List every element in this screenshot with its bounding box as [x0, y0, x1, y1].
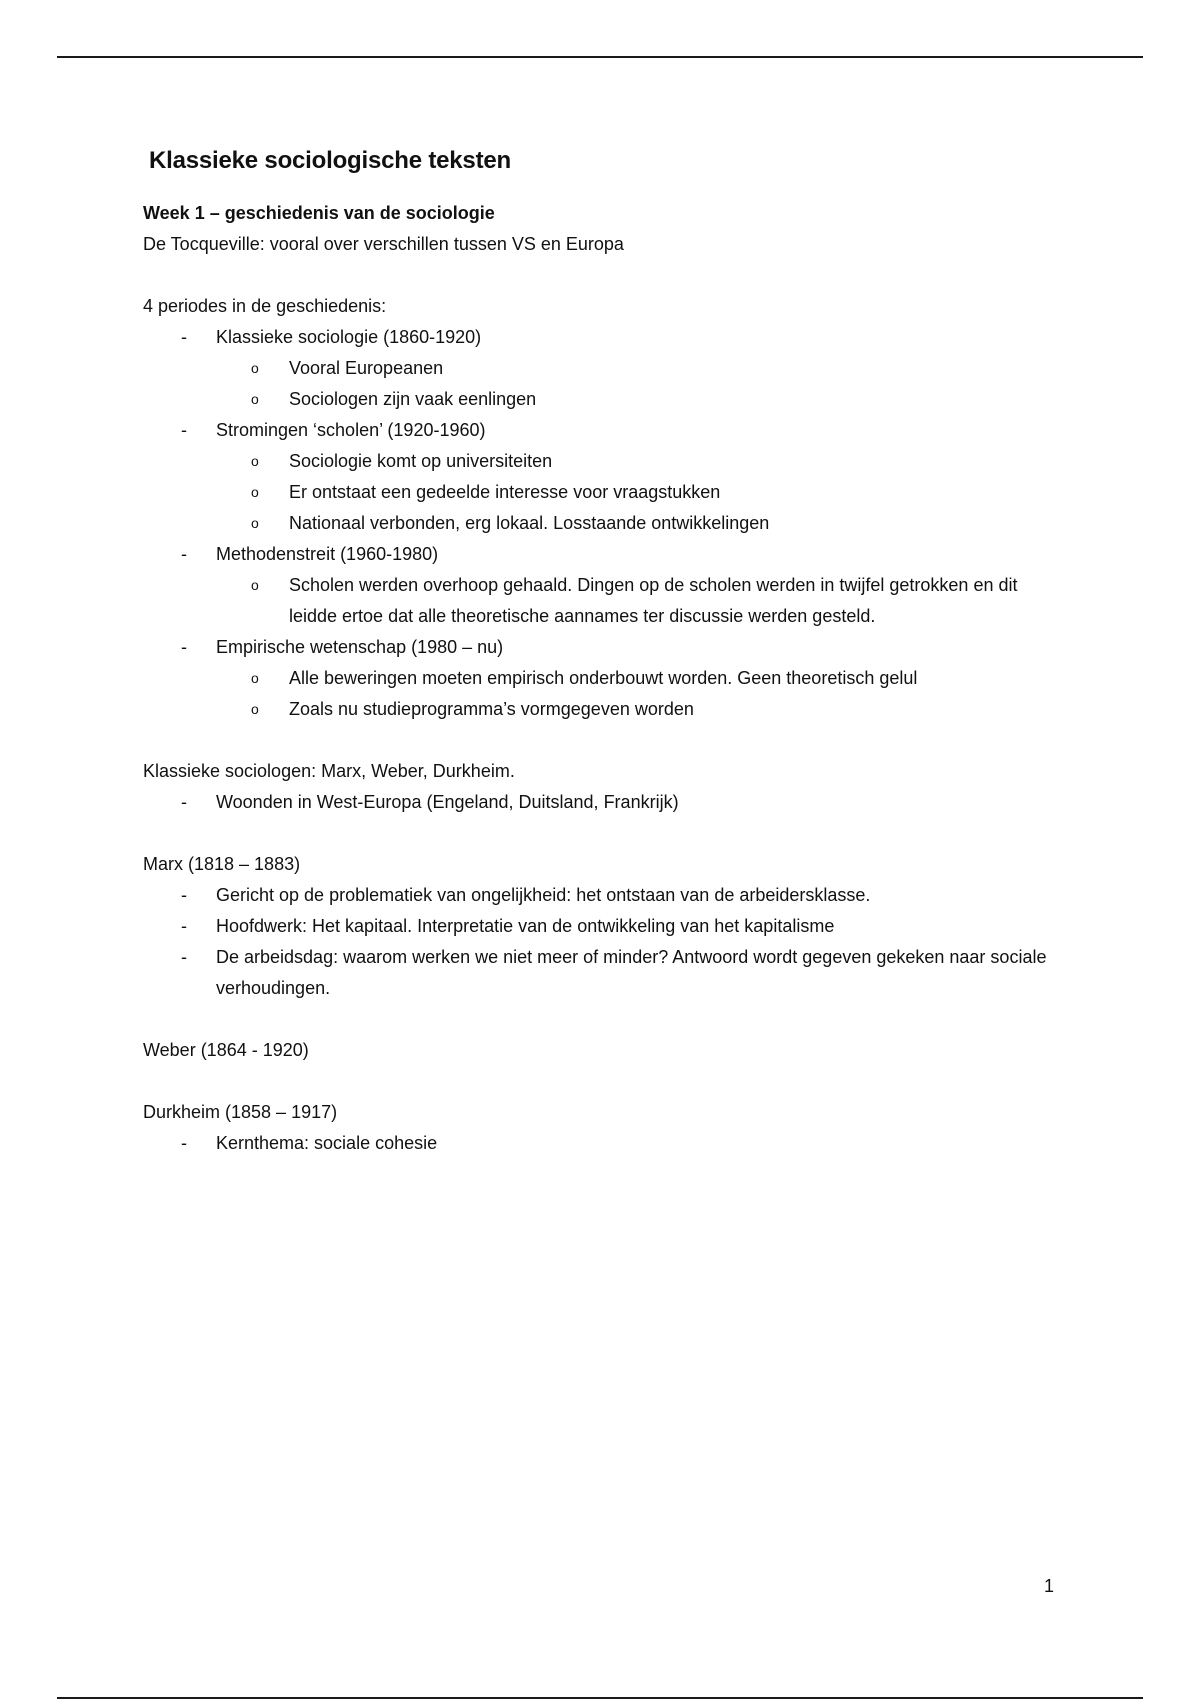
header-rule	[57, 56, 1143, 58]
durkheim-item-text: Kernthema: sociale cohesie	[216, 1133, 438, 1153]
sub-item	[143, 570, 1063, 632]
sub-item	[143, 508, 1063, 539]
tocqueville-line: De Tocqueville: vooral over verschillen tussen VS en Europa	[143, 234, 624, 254]
circle-bullet: o	[251, 577, 259, 593]
sub-item-text: Sociologie komt op universiteiten	[289, 451, 553, 471]
period-item	[143, 415, 1063, 539]
circle-bullet: o	[251, 484, 259, 500]
circle-bullet: o	[251, 391, 259, 407]
marx-list	[143, 880, 1063, 1004]
sub-item	[143, 694, 1063, 725]
period-sublist	[143, 353, 1063, 415]
marx-label: Marx (1818 – 1883)	[143, 854, 301, 874]
sub-item-text: Scholen werden overhoop gehaald. Dingen op de scholen werden in twijfel getrokken en dit leidde ertoe dat alle theoretische aannames ter discussie werden gesteld.	[289, 575, 1018, 626]
period-label: Methodenstreit (1960-1980)	[216, 544, 439, 564]
sub-item	[143, 353, 1063, 384]
weber-label: Weber (1864 - 1920)	[143, 1040, 309, 1060]
dash-bullet: -	[181, 916, 187, 936]
circle-bullet: o	[251, 515, 259, 531]
period-label: Stromingen ‘scholen’ (1920-1960)	[216, 420, 486, 440]
period-item	[143, 539, 1063, 632]
sub-item-text: Zoals nu studieprogramma’s vormgegeven worden	[289, 699, 694, 719]
periods-label: 4 periodes in de geschiedenis:	[143, 296, 387, 316]
document-title: Klassieke sociologische teksten	[149, 147, 511, 174]
sub-item-text: Alle beweringen moeten empirisch onderbouwt worden. Geen theoretisch gelul	[289, 668, 918, 688]
classics-label: Klassieke sociologen: Marx, Weber, Durkheim.	[143, 761, 515, 781]
marx-item-text: Gericht op de problematiek van ongelijkheid: het ontstaan van de arbeidersklasse.	[216, 885, 871, 905]
page-number: 1	[1044, 1576, 1055, 1596]
dash-bullet: -	[181, 420, 187, 440]
sub-item-text: Er ontstaat een gedeelde interesse voor vraagstukken	[289, 482, 721, 502]
marx-item	[143, 880, 1063, 911]
sub-item-text: Nationaal verbonden, erg lokaal. Losstaande ontwikkelingen	[289, 513, 770, 533]
sub-item-text: Vooral Europeanen	[289, 358, 444, 378]
periods-list	[143, 322, 1063, 725]
week-heading: Week 1 – geschiedenis van de sociologie	[143, 203, 495, 223]
marx-item	[143, 911, 1063, 942]
dash-bullet: -	[181, 947, 187, 967]
circle-bullet: o	[251, 360, 259, 376]
marx-item-text: Hoofdwerk: Het kapitaal. Interpretatie van de ontwikkeling van het kapitalisme	[216, 916, 835, 936]
durkheim-label: Durkheim (1858 – 1917)	[143, 1102, 338, 1122]
sub-item	[143, 446, 1063, 477]
period-item	[143, 632, 1063, 725]
dash-bullet: -	[181, 544, 187, 564]
period-item	[143, 322, 1063, 415]
classics-list	[143, 787, 1063, 818]
document-body	[143, 146, 1063, 1159]
sub-item	[143, 477, 1063, 508]
classics-item-text: Woonden in West-Europa (Engeland, Duitsland, Frankrijk)	[216, 792, 679, 812]
durkheim-item	[143, 1128, 1063, 1159]
circle-bullet: o	[251, 670, 259, 686]
classics-item	[143, 787, 1063, 818]
circle-bullet: o	[251, 453, 259, 469]
period-sublist	[143, 570, 1063, 632]
durkheim-list	[143, 1128, 1063, 1159]
dash-bullet: -	[181, 637, 187, 657]
marx-item-text: De arbeidsdag: waarom werken we niet meer of minder? Antwoord wordt gegeven gekeken naar sociale verhoudingen.	[216, 947, 1047, 998]
sub-item-text: Sociologen zijn vaak eenlingen	[289, 389, 537, 409]
dash-bullet: -	[181, 327, 187, 347]
period-label: Empirische wetenschap (1980 – nu)	[216, 637, 504, 657]
dash-bullet: -	[181, 1133, 187, 1153]
dash-bullet: -	[181, 885, 187, 905]
sub-item	[143, 663, 1063, 694]
period-sublist	[143, 446, 1063, 539]
sub-item	[143, 384, 1063, 415]
period-sublist	[143, 663, 1063, 725]
dash-bullet: -	[181, 792, 187, 812]
circle-bullet: o	[251, 701, 259, 717]
footer-rule	[57, 1697, 1143, 1699]
marx-item	[143, 942, 1063, 1004]
period-label: Klassieke sociologie (1860-1920)	[216, 327, 482, 347]
